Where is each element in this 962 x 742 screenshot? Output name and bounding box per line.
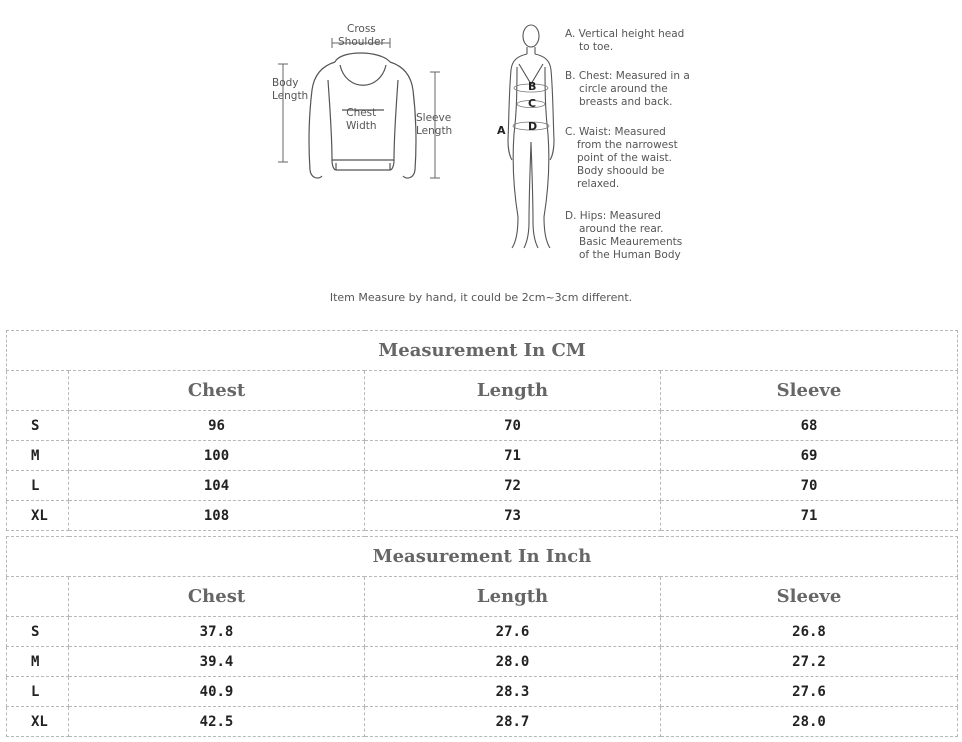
size-cell: S bbox=[7, 411, 69, 441]
table-title: Measurement In Inch bbox=[7, 537, 958, 577]
length-cell: 72 bbox=[365, 471, 661, 501]
table-row bbox=[7, 411, 958, 441]
header-length: Length bbox=[365, 371, 661, 411]
body-figure-sketch bbox=[500, 22, 562, 254]
header-chest: Chest bbox=[69, 577, 365, 617]
body-label-b: B bbox=[528, 80, 537, 93]
size-cell: XL bbox=[7, 501, 69, 531]
table-row bbox=[7, 441, 958, 471]
chest-cell: 39.4 bbox=[69, 647, 365, 677]
sleeve-cell: 70 bbox=[661, 471, 958, 501]
table-row bbox=[7, 501, 958, 531]
header-sleeve: Sleeve bbox=[661, 577, 958, 617]
header-length: Length bbox=[365, 577, 661, 617]
definition-d: D. Hips: Measured around the rear. Basic Meaurements of the Human Body bbox=[565, 210, 683, 261]
size-cell: M bbox=[7, 441, 69, 471]
size-cell: L bbox=[7, 471, 69, 501]
measure-note: Item Measure by hand, it could be 2cm~3cm different. bbox=[329, 291, 633, 304]
chest-cell: 40.9 bbox=[69, 677, 365, 707]
sleeve-cell: 69 bbox=[661, 441, 958, 471]
body-label-c: C bbox=[528, 97, 537, 110]
size-cell: XL bbox=[7, 707, 69, 737]
sleeve-cell: 68 bbox=[661, 411, 958, 441]
chest-cell: 42.5 bbox=[69, 707, 365, 737]
table-row bbox=[7, 707, 958, 737]
header-chest: Chest bbox=[69, 371, 365, 411]
header-blank bbox=[7, 371, 69, 411]
measurement-table-inch bbox=[6, 536, 958, 737]
sleeve-cell: 26.8 bbox=[661, 617, 958, 647]
chest-width-label: Chest Width bbox=[346, 107, 377, 132]
header-blank bbox=[7, 577, 69, 617]
definition-a: A. Vertical height head to toe. bbox=[565, 28, 685, 53]
definition-c: C. Waist: Measured from the narrowest point of the waist. Body shoould be relaxed. bbox=[565, 126, 678, 190]
length-cell: 73 bbox=[365, 501, 661, 531]
size-cell: S bbox=[7, 617, 69, 647]
chest-cell: 100 bbox=[69, 441, 365, 471]
length-cell: 28.0 bbox=[365, 647, 661, 677]
sleeve-cell: 27.2 bbox=[661, 647, 958, 677]
measurement-table-cm bbox=[6, 330, 958, 531]
size-cell: L bbox=[7, 677, 69, 707]
sleeve-cell: 27.6 bbox=[661, 677, 958, 707]
chest-cell: 37.8 bbox=[69, 617, 365, 647]
chest-cell: 96 bbox=[69, 411, 365, 441]
table-row bbox=[7, 677, 958, 707]
body-label-d: D bbox=[528, 120, 538, 133]
chest-cell: 108 bbox=[69, 501, 365, 531]
table-title: Measurement In CM bbox=[7, 331, 958, 371]
definition-b: B. Chest: Measured in a circle around the breasts and back. bbox=[565, 70, 690, 108]
measurement-diagram bbox=[0, 0, 962, 320]
header-sleeve: Sleeve bbox=[661, 371, 958, 411]
length-cell: 70 bbox=[365, 411, 661, 441]
length-cell: 27.6 bbox=[365, 617, 661, 647]
length-cell: 28.3 bbox=[365, 677, 661, 707]
chest-cell: 104 bbox=[69, 471, 365, 501]
sleeve-cell: 28.0 bbox=[661, 707, 958, 737]
length-cell: 71 bbox=[365, 441, 661, 471]
sleeve-cell: 71 bbox=[661, 501, 958, 531]
table-row bbox=[7, 647, 958, 677]
cross-shoulder-label: Cross Shoulder bbox=[338, 23, 385, 48]
table-row bbox=[7, 471, 958, 501]
body-label-a: A bbox=[497, 124, 506, 137]
table-row bbox=[7, 617, 958, 647]
size-cell: M bbox=[7, 647, 69, 677]
length-cell: 28.7 bbox=[365, 707, 661, 737]
body-length-label: Body Length bbox=[272, 77, 309, 102]
sleeve-length-label: Sleeve Length bbox=[416, 112, 453, 137]
